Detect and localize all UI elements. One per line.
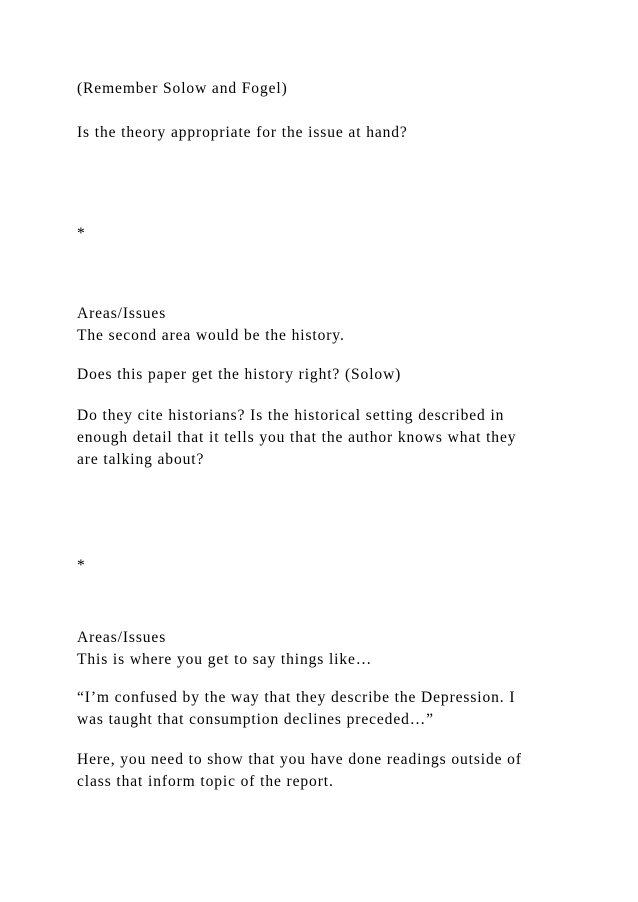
section-heading: Areas/Issues bbox=[77, 629, 167, 646]
paragraph-line: Here, you need to show that you have done readings outside of bbox=[77, 751, 522, 768]
paragraph-line: The second area would be the history. bbox=[77, 327, 345, 344]
paragraph-line: class that inform topic of the report. bbox=[77, 773, 334, 790]
paragraph-line: Does this paper get the history right? (Solow) bbox=[77, 366, 402, 383]
separator-asterisk: * bbox=[77, 557, 86, 574]
paragraph-line: Do they cite historians? Is the historical setting described in bbox=[77, 407, 505, 424]
paragraph-line: was taught that consumption declines preceded…” bbox=[77, 711, 434, 728]
separator-asterisk: * bbox=[77, 225, 86, 242]
paragraph-line: are talking about? bbox=[77, 451, 205, 468]
reminder-line: (Remember Solow and Fogel) bbox=[77, 80, 288, 97]
theory-question: Is the theory appropriate for the issue at hand? bbox=[77, 124, 408, 141]
paragraph-line: enough detail that it tells you that the author knows what they bbox=[77, 429, 517, 446]
paragraph-line: “I’m confused by the way that they describe the Depression. I bbox=[77, 689, 516, 706]
section-heading: Areas/Issues bbox=[77, 305, 167, 322]
paragraph-line: This is where you get to say things like… bbox=[77, 651, 373, 668]
